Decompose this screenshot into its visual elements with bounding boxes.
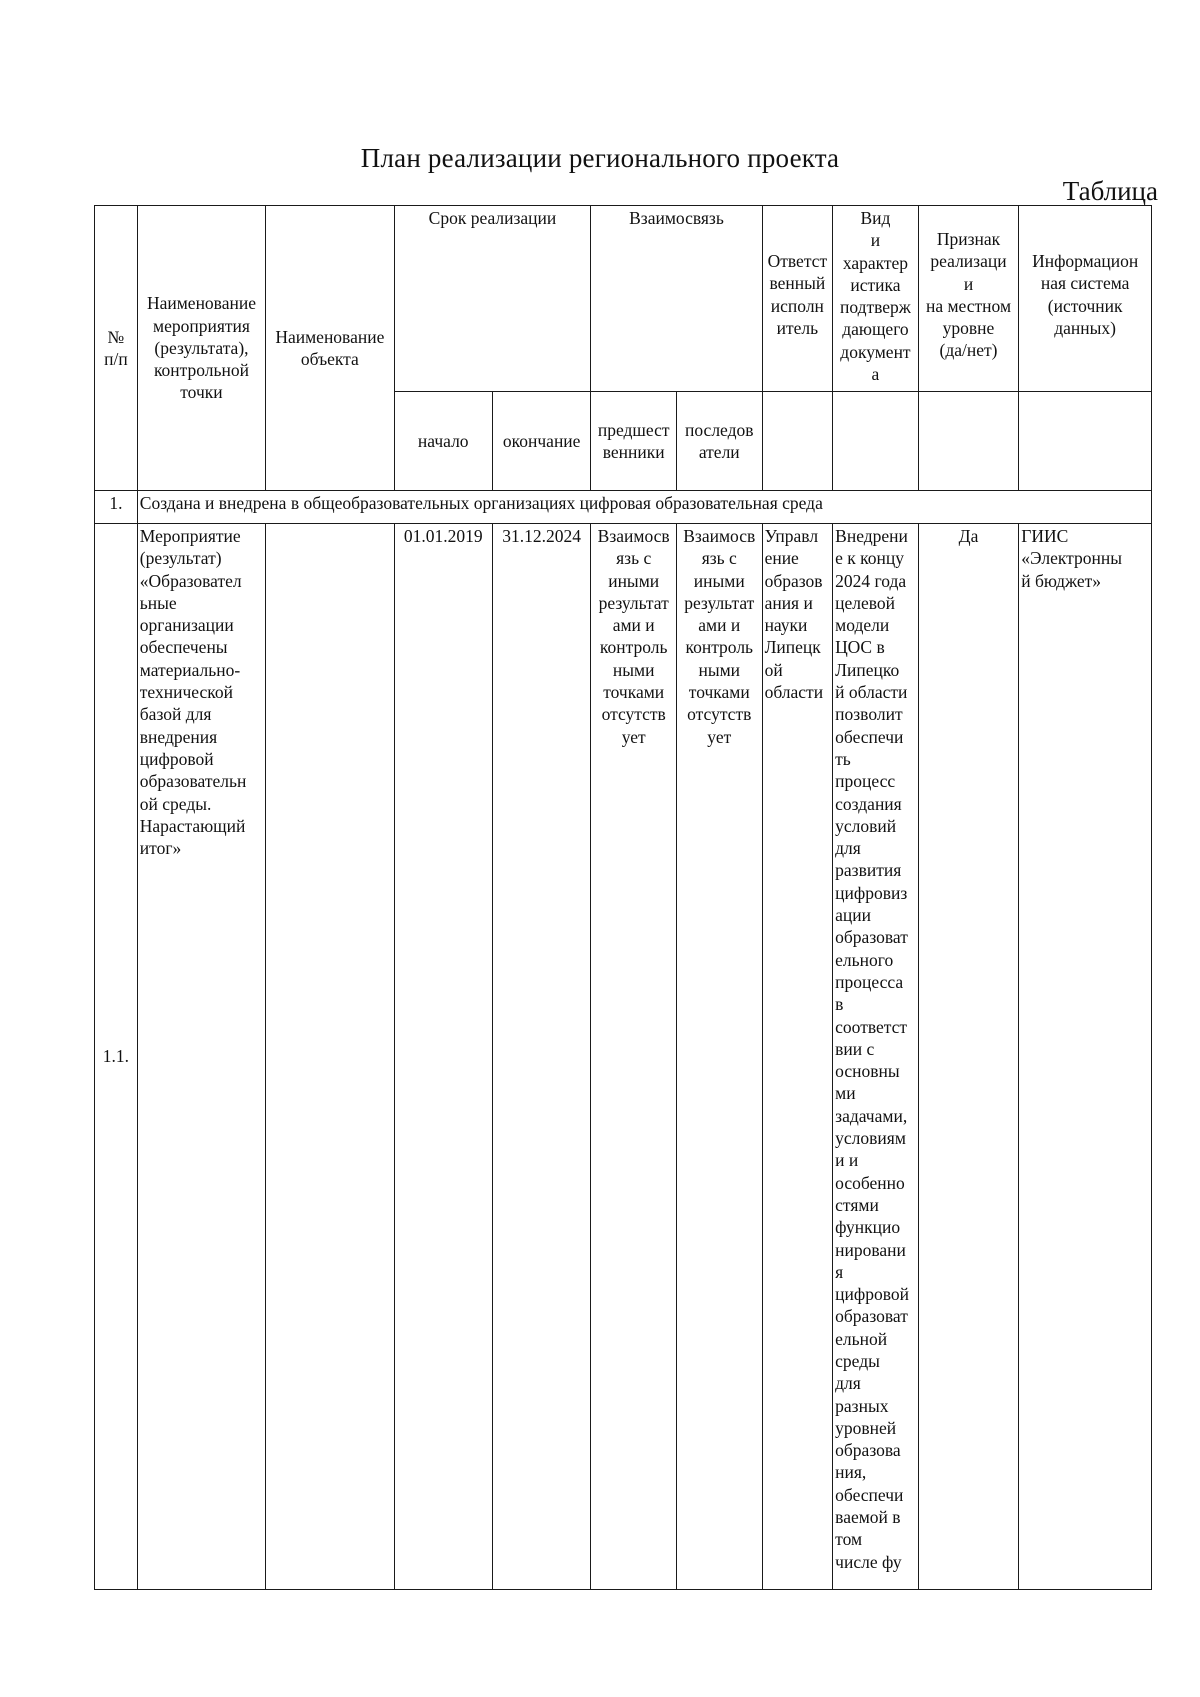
section-row bbox=[95, 491, 1152, 524]
header-object-name: Наименование объекта bbox=[266, 206, 394, 491]
document-title: План реализации регионального проекта bbox=[360, 143, 840, 173]
table-row bbox=[95, 524, 1152, 1590]
table-caption: Таблица bbox=[1062, 176, 1158, 206]
section-num: 1. bbox=[95, 491, 138, 524]
header-local-flag-sub bbox=[918, 392, 1019, 491]
row-num: 1.1. bbox=[95, 524, 138, 1590]
table-header-row bbox=[95, 206, 1152, 392]
header-responsible-sub bbox=[762, 392, 833, 491]
implementation-plan-table bbox=[94, 205, 1152, 1590]
row-successors: Взаимосв язь с иными результат ами и контроль ными точками отсутств ует bbox=[676, 524, 762, 1590]
header-local-flag: Признак реализаци и на местном уровне (да/нет) bbox=[918, 206, 1019, 392]
row-start: 01.01.2019 bbox=[394, 524, 492, 1590]
row-responsible: Управл ение образов ания и науки Липецк ой области bbox=[762, 524, 833, 1590]
row-end: 31.12.2024 bbox=[492, 524, 590, 1590]
row-object-name bbox=[266, 524, 394, 1590]
header-end: окончание bbox=[492, 392, 590, 491]
header-info-system: Информацион ная система (источник данных) bbox=[1019, 206, 1152, 392]
row-local-flag: Да bbox=[918, 524, 1019, 1590]
header-info-system-sub bbox=[1019, 392, 1152, 491]
row-predecessors: Взаимосв язь с иными результат ами и контроль ными точками отсутств ует bbox=[591, 524, 677, 1590]
row-doc-type: Внедрени е к концу 2024 года целевой модели ЦОС в Липецко й области позволит обеспечи ть процесс создания условий для развития цифровиз ации образоват ельного процесса в соответст вии с основны ми задачами, условиям и и особенно стями функцио нировани я цифровой образоват ельной среды для разных уровней образова ния, обеспечи ваемой в том числе фу bbox=[833, 524, 919, 1590]
header-relation: Взаимосвязь bbox=[591, 206, 762, 392]
header-event-name: Наименование мероприятия (результата), контрольной точки bbox=[137, 206, 265, 491]
section-title: Создана и внедрена в общеобразовательных организациях цифровая образовательная среда bbox=[137, 491, 1151, 524]
header-responsible: Ответст венный исполн итель bbox=[762, 206, 833, 392]
header-doc-type: Вид и характер истика подтверж дающего документ а bbox=[833, 206, 919, 392]
row-event-name: Мероприятие (результат) «Образовател ьные организации обеспечены материально- технической базой для внедрения цифровой образовательн ой среды. Нарастающий итог» bbox=[137, 524, 265, 1590]
row-info-system: ГИИС «Электронны й бюджет» bbox=[1019, 524, 1152, 1590]
header-num: № п/п bbox=[95, 206, 138, 491]
header-predecessors: предшест венники bbox=[591, 392, 677, 491]
header-successors: последов атели bbox=[676, 392, 762, 491]
header-doc-type-sub bbox=[833, 392, 919, 491]
header-period: Срок реализации bbox=[394, 206, 591, 392]
header-start: начало bbox=[394, 392, 492, 491]
